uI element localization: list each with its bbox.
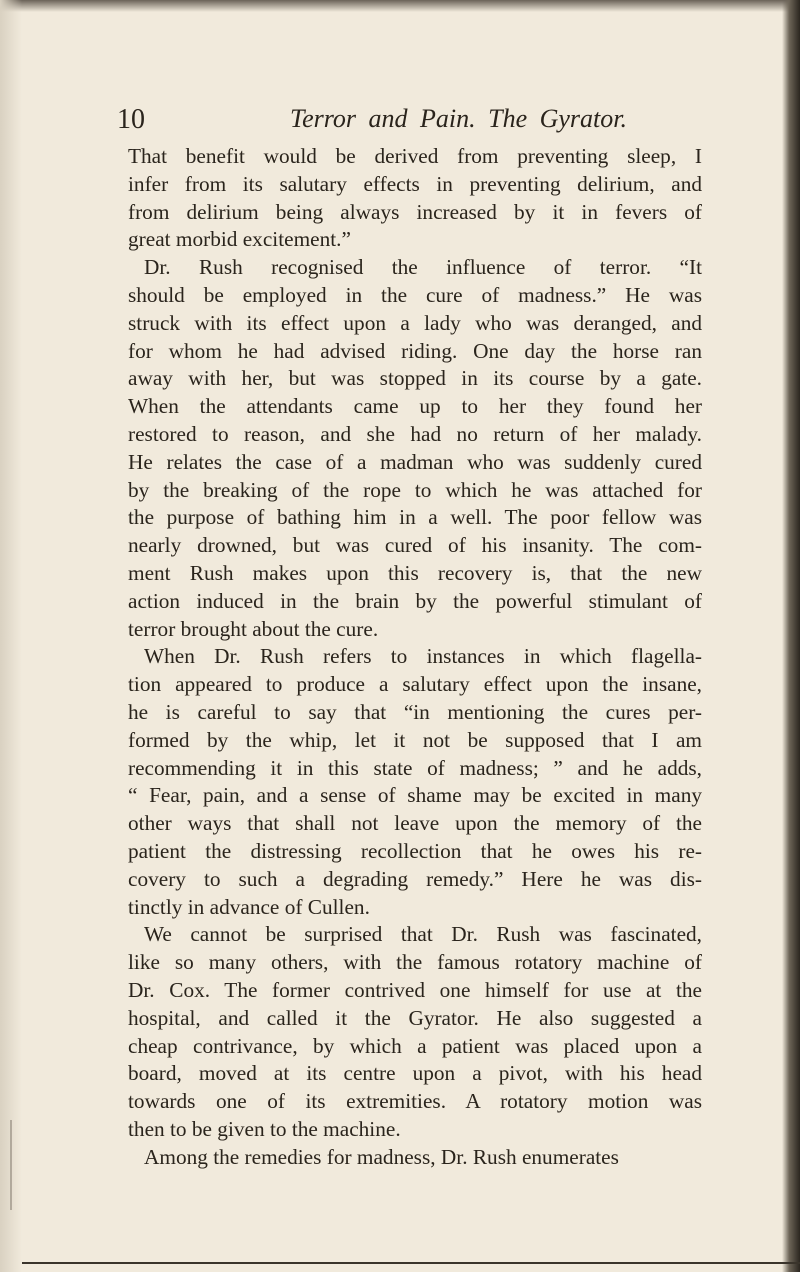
stray-mark (10, 1120, 12, 1210)
text-line: cheap contrivance, by which a patient was placed upon a (128, 1033, 702, 1058)
page-number: 10 (117, 104, 145, 135)
text-line: hospital, and called it the Gyrator. He also suggested a (128, 1005, 702, 1030)
text-line: Dr. Cox. The former contrived one himself for use at the (128, 977, 702, 1002)
text-line: other ways that shall not leave upon the memory of the (128, 811, 702, 836)
text-line: then to be given to the machine. (128, 1116, 401, 1141)
page-bottom-rule (22, 1262, 800, 1264)
text-line: action induced in the brain by the powerful stimulant of (128, 588, 702, 613)
page-left-edge (0, 0, 22, 1272)
text-line: he is careful to say that “in mentioning the cures per- (128, 699, 702, 724)
binding-shadow (782, 0, 800, 1272)
text-line: ment Rush makes upon this recovery is, that the new (128, 560, 702, 585)
text-line: He relates the case of a madman who was suddenly cured (128, 449, 702, 474)
text-line: When Dr. Rush refers to instances in which flagella- (144, 644, 702, 669)
text-line: Among the remedies for madness, Dr. Rush enumerates (144, 1144, 619, 1169)
text-line: board, moved at its centre upon a pivot, with his head (128, 1061, 702, 1086)
text-line: from delirium being always increased by it in fevers of (128, 199, 702, 224)
text-line: recommending it in this state of madness; ” and he adds, (128, 755, 702, 780)
text-line: When the attendants came up to her they found her (128, 394, 702, 419)
text-line: should be employed in the cure of madness.” He was (128, 282, 702, 307)
text-line: nearly drowned, but was cured of his insanity. The com- (128, 533, 702, 558)
text-line: terror brought about the cure. (128, 616, 379, 641)
text-line: patient the distressing recollection that he owes his re- (128, 838, 702, 863)
text-line: Dr. Rush recognised the influence of terror. “It (144, 255, 702, 280)
page-top-shadow (0, 0, 800, 12)
text-line: infer from its salutary effects in preventing delirium, and (128, 171, 702, 196)
text-line: by the breaking of the rope to which he was attached for (128, 477, 702, 502)
text-line: struck with its effect upon a lady who was deranged, and (128, 310, 702, 335)
text-line: the purpose of bathing him in a well. The poor fellow was (128, 505, 702, 530)
running-head (0, 104, 800, 140)
text-line: tinctly in advance of Cullen. (128, 894, 370, 919)
text-line: restored to reason, and she had no return of her malady. (128, 421, 702, 446)
text-line: away with her, but was stopped in its course by a gate. (128, 366, 702, 391)
text-line: covery to such a degrading remedy.” Here he was dis- (128, 866, 702, 891)
running-title: Terror and Pain. The Gyrator. (290, 104, 628, 133)
text-line: like so many others, with the famous rotatory machine of (128, 950, 702, 975)
text-line: towards one of its extremities. A rotatory motion was (128, 1089, 702, 1114)
body-text (128, 143, 702, 1171)
text-line: “ Fear, pain, and a sense of shame may be excited in many (128, 783, 702, 808)
text-line: tion appeared to produce a salutary effect upon the insane, (128, 672, 702, 697)
text-line: We cannot be surprised that Dr. Rush was fascinated, (144, 922, 702, 947)
text-line: formed by the whip, let it not be supposed that I am (128, 727, 702, 752)
text-line: great morbid excitement.” (128, 227, 351, 252)
text-line: for whom he had advised riding. One day the horse ran (128, 338, 702, 363)
text-line: That benefit would be derived from preventing sleep, I (128, 144, 702, 168)
